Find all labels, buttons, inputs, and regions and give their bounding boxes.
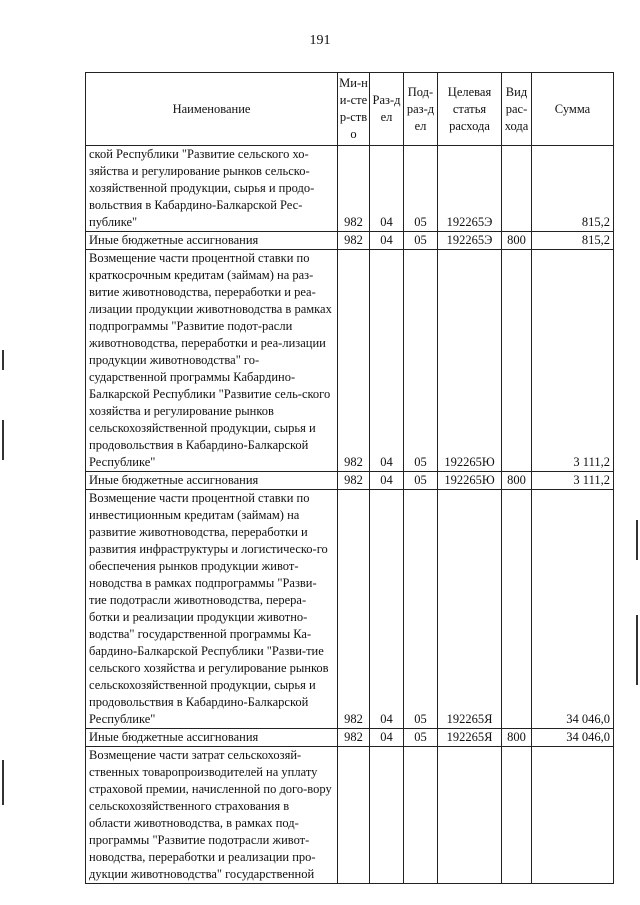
cell-type: [502, 146, 532, 232]
cell-name: Иные бюджетные ассигнования: [86, 729, 338, 747]
cell-type: 800: [502, 472, 532, 490]
cell-ministry: 982: [338, 232, 370, 250]
cell-ministry: [338, 747, 370, 884]
cell-name: Возмещение части процентной ставки по краткосрочным кредитам (займам) на раз-витие животноводства, переработки и реа-лизации продукции животноводства в рамках подпрограммы "Развитие подот-расли животноводства, переработки и реа-лизации продукции животноводства" го-сударственной программы Кабардино-Балкарской Республики "Развитие сель-ского хозяйства и регулирование рынков сельскохозяйственной продукции, сырья и продовольствия в Кабардино-Балкарской Республике": [86, 250, 338, 472]
table-header-row: [86, 73, 614, 146]
cell-name: ской Республики "Развитие сельского хо-зяйства и регулирование рынков сельско-хозяйственной продукции, сырья и продо-вольствия в Кабардино-Балкарской Рес-публике": [86, 146, 338, 232]
header-section: Раз-дел: [370, 73, 404, 146]
table-row: [86, 729, 614, 747]
cell-subsection: 05: [404, 146, 438, 232]
cell-target: [438, 747, 502, 884]
cell-sum: 3 111,2: [532, 472, 614, 490]
table-row: [86, 490, 614, 729]
cell-name: Иные бюджетные ассигнования: [86, 472, 338, 490]
cell-section: 04: [370, 490, 404, 729]
table-row: [86, 747, 614, 884]
scan-margin-mark: [2, 350, 4, 370]
page-number: 191: [309, 33, 331, 48]
cell-subsection: 05: [404, 729, 438, 747]
cell-target: 192265Я: [438, 729, 502, 747]
cell-subsection: 05: [404, 232, 438, 250]
scan-margin-mark: [636, 520, 638, 560]
cell-subsection: [404, 747, 438, 884]
cell-subsection: 05: [404, 490, 438, 729]
cell-subsection: 05: [404, 472, 438, 490]
cell-sum: 34 046,0: [532, 729, 614, 747]
header-name: Наименование: [86, 73, 338, 146]
table-row: [86, 472, 614, 490]
cell-section: [370, 747, 404, 884]
header-target: Целевая статья расхода: [438, 73, 502, 146]
cell-ministry: 982: [338, 472, 370, 490]
scan-margin-mark: [2, 420, 4, 460]
budget-table: [85, 72, 614, 884]
cell-ministry: 982: [338, 729, 370, 747]
cell-sum: 34 046,0: [532, 490, 614, 729]
table-row: [86, 250, 614, 472]
cell-type: 800: [502, 232, 532, 250]
header-subsection: Под-раз-дел: [404, 73, 438, 146]
cell-sum: [532, 747, 614, 884]
cell-sum: 3 111,2: [532, 250, 614, 472]
cell-sum: 815,2: [532, 232, 614, 250]
cell-name: Иные бюджетные ассигнования: [86, 232, 338, 250]
cell-target: 192265Ю: [438, 472, 502, 490]
cell-sum: 815,2: [532, 146, 614, 232]
cell-name: Возмещение части процентной ставки по инвестиционным кредитам (займам) на развитие животноводства, переработки и развития инфраструктуры и логистическо-го обеспечения рынков продукции живот-новодства в рамках подпрограммы "Разви-тие подотрасли животноводства, перера-ботки и реализации продукции животно-водства" государственной программы Ка-бардино-Балкарской Республики "Разви-тие сельского хозяйства и регулирование рынков сельскохозяйственной продукции, сырья и продовольствия в Кабардино-Балкарской Республике": [86, 490, 338, 729]
cell-section: 04: [370, 729, 404, 747]
header-ministry: Ми-ни-стер-ство: [338, 73, 370, 146]
cell-target: 192265Ю: [438, 250, 502, 472]
scan-margin-mark: [2, 760, 4, 805]
cell-type: [502, 250, 532, 472]
cell-target: 192265Э: [438, 232, 502, 250]
cell-name: Возмещение части затрат сельскохозяй-ственных товаропроизводителей на уплату страховой премии, начисленной по дого-вору сельскохозяйственного страхования в области животноводства, в рамках под-программы "Развитие подотрасли живот-новодства, переработки и реализации про-дукции животноводства" государственной: [86, 747, 338, 884]
cell-type: [502, 747, 532, 884]
cell-target: 192265Э: [438, 146, 502, 232]
cell-subsection: 05: [404, 250, 438, 472]
cell-type: 800: [502, 729, 532, 747]
cell-ministry: 982: [338, 146, 370, 232]
header-type: Вид рас-хода: [502, 73, 532, 146]
cell-type: [502, 490, 532, 729]
table-row: [86, 232, 614, 250]
table-row: [86, 146, 614, 232]
scan-margin-mark: [636, 615, 638, 685]
cell-ministry: 982: [338, 490, 370, 729]
cell-target: 192265Я: [438, 490, 502, 729]
cell-section: 04: [370, 146, 404, 232]
cell-section: 04: [370, 472, 404, 490]
cell-ministry: 982: [338, 250, 370, 472]
cell-section: 04: [370, 250, 404, 472]
header-sum: Сумма: [532, 73, 614, 146]
cell-section: 04: [370, 232, 404, 250]
